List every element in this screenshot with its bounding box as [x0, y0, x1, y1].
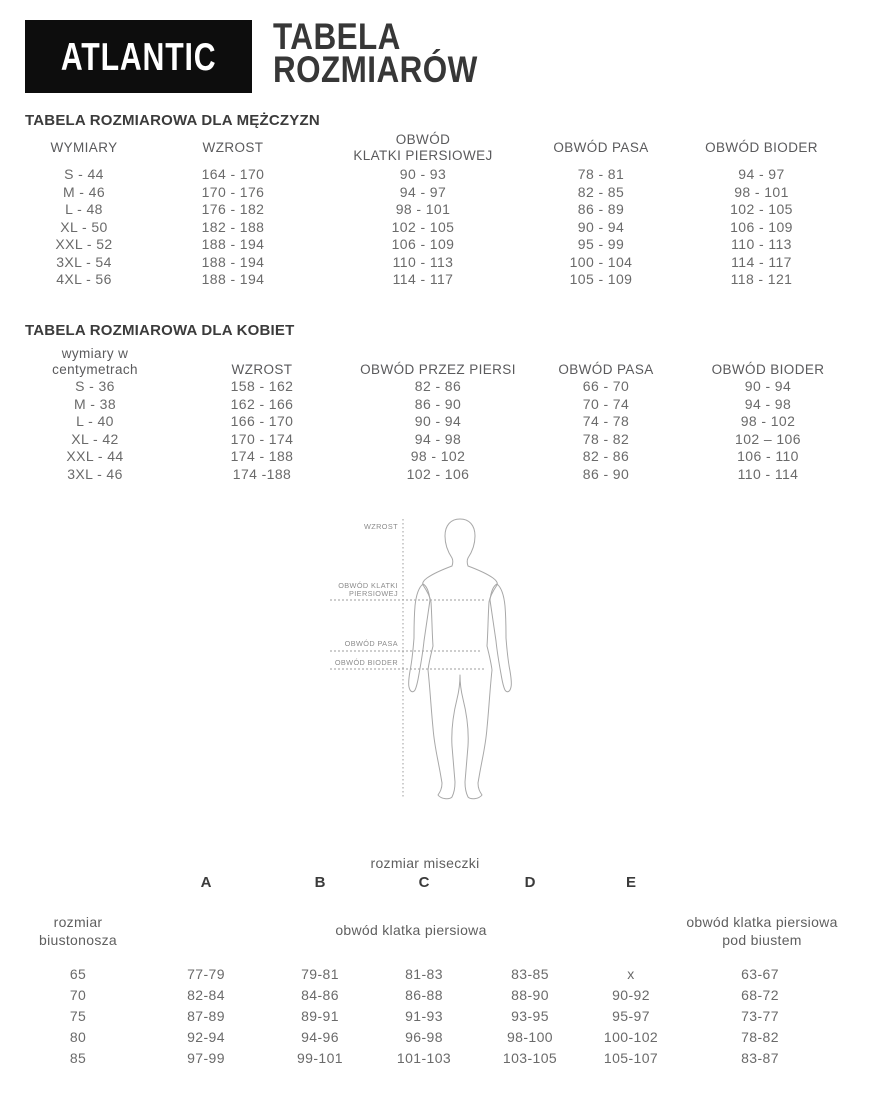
page-title-line1: TABELA — [273, 16, 401, 57]
bra-table-cell-e-2: 95-97 — [612, 1008, 650, 1024]
bra-band-header-line1: rozmiar — [53, 914, 103, 930]
men-table-title: TABELA ROZMIAROWA DLA MĘŻCZYZN — [25, 112, 320, 129]
bra-table-cell-e-1: 90-92 — [612, 987, 650, 1003]
women-table-cell-size-5: 3XL - 46 — [67, 465, 123, 482]
figure-hips-label: OBWÓD BIODER — [334, 658, 398, 667]
women-col-header-bust: OBWÓD PRZEZ PIERSI — [360, 362, 516, 377]
bra-table-cell-under-4: 83-87 — [741, 1050, 779, 1066]
men-table-cell-height-0: 164 - 170 — [201, 166, 265, 182]
women-table-cell-waist-0: 66 - 70 — [582, 378, 630, 394]
women-table-cell-hips-4: 106 - 110 — [737, 448, 799, 464]
bra-table-cell-d-3: 98-100 — [507, 1029, 553, 1045]
men-table-cell-size-2: L - 48 — [65, 201, 103, 217]
women-table-cell-size-3: XL - 42 — [71, 430, 119, 447]
bra-band-header-line2: biustonosza — [38, 932, 118, 948]
men-col-header-waist: OBWÓD PASA — [553, 140, 649, 155]
cup-size-title: rozmiar miseczki — [370, 855, 480, 871]
bra-table-cell-c-3: 96-98 — [405, 1029, 443, 1045]
bra-table-cell-a-2: 87-89 — [187, 1008, 225, 1024]
bra-table-cell-band-1: 70 — [69, 987, 87, 1003]
women-col-header-waist: OBWÓD PASA — [558, 362, 654, 377]
men-col-header-chest-line2: KLATKI PIERSIOWEJ — [353, 148, 493, 163]
silhouette-right-arm — [490, 584, 511, 692]
men-table-cell-hips-1: 98 - 101 — [734, 183, 789, 200]
bra-table-cell-under-2: 73-77 — [741, 1008, 779, 1024]
men-col-header-chest — [323, 132, 523, 164]
men-table-cell-size-5: 3XL - 54 — [56, 253, 112, 270]
women-table-cell-bust-0: 82 - 86 — [414, 378, 462, 394]
women-table-cell-size-2: L - 40 — [76, 413, 114, 429]
men-table-cell-hips-4: 110 - 113 — [731, 236, 792, 252]
human-silhouette — [409, 519, 512, 799]
men-table-cell-size-0: S - 44 — [64, 166, 104, 182]
bra-table-cell-b-1: 84-86 — [301, 987, 339, 1003]
men-col-header-chest-line1: OBWÓD — [395, 132, 451, 147]
men-col-header-hips: OBWÓD BIODER — [705, 140, 818, 155]
men-table-cell-height-5: 188 - 194 — [201, 253, 265, 270]
men-table-cell-waist-1: 82 - 85 — [577, 183, 625, 200]
atlantic-logo-text: ATLANTIC — [60, 33, 217, 79]
men-table-cell-hips-3: 106 - 109 — [730, 218, 793, 235]
bra-underbust-header-line2: pod biustem — [722, 932, 802, 948]
cup-letter-b: B — [314, 874, 326, 891]
men-table-cell-waist-0: 78 - 81 — [577, 166, 625, 182]
bra-table — [10, 964, 844, 1069]
men-table-cell-size-1: M - 46 — [62, 183, 106, 200]
women-table-cell-height-3: 170 - 174 — [230, 430, 294, 447]
women-table-cell-height-1: 162 - 166 — [230, 395, 294, 412]
women-col-header-size-line2: centymetrach — [52, 362, 138, 377]
men-col-header-height: WZROST — [202, 140, 264, 155]
bra-table-cell-b-0: 79-81 — [301, 966, 339, 982]
men-table-header-row — [25, 130, 844, 166]
men-table-cell-waist-4: 95 - 99 — [577, 236, 625, 252]
women-table-cell-size-4: XXL - 44 — [66, 448, 124, 464]
figure-waist-label: OBWÓD PASA — [344, 639, 398, 648]
bra-table-cell-b-3: 94-96 — [301, 1029, 339, 1045]
women-table-title: TABELA ROZMIAROWA DLA KOBIET — [25, 322, 295, 339]
men-table-cell-chest-3: 102 - 105 — [391, 218, 455, 235]
bra-table-cell-under-3: 78-82 — [741, 1029, 779, 1045]
bra-table-cell-a-1: 82-84 — [187, 987, 225, 1003]
bra-table-cell-c-2: 91-93 — [405, 1008, 443, 1024]
women-col-header-height: WZROST — [231, 362, 293, 377]
men-table-cell-waist-2: 86 - 89 — [577, 201, 625, 217]
men-table-cell-chest-6: 114 - 117 — [392, 271, 454, 287]
bra-table-cell-under-1: 68-72 — [741, 987, 779, 1003]
women-table-cell-size-1: M - 38 — [73, 395, 117, 412]
women-table-cell-size-0: S - 36 — [75, 378, 115, 394]
cup-letter-a: A — [200, 874, 212, 891]
bra-underbust-header — [676, 913, 848, 949]
women-table-cell-hips-1: 94 - 98 — [744, 395, 792, 412]
men-table-cell-waist-3: 90 - 94 — [577, 218, 625, 235]
men-table-cell-height-4: 188 - 194 — [201, 236, 265, 252]
bra-table-cell-c-1: 86-88 — [405, 987, 443, 1003]
bra-table-cell-a-3: 92-94 — [187, 1029, 225, 1045]
women-table-cell-hips-2: 98 - 102 — [740, 413, 796, 429]
bra-table-cell-band-0: 65 — [69, 966, 87, 982]
bra-chest-header: obwód klatka piersiowa — [335, 922, 487, 938]
bra-table-cell-e-0: x — [627, 966, 635, 982]
bra-table-cell-d-2: 93-95 — [511, 1008, 549, 1024]
bra-table-cell-band-3: 80 — [69, 1029, 87, 1045]
men-table-cell-hips-2: 102 - 105 — [730, 201, 793, 217]
men-table-cell-height-1: 170 - 176 — [201, 183, 265, 200]
women-table-cell-waist-2: 74 - 78 — [582, 413, 630, 429]
men-table-cell-hips-6: 118 - 121 — [730, 271, 793, 287]
women-table-cell-height-2: 166 - 170 — [230, 413, 294, 429]
bra-table-cell-under-0: 63-67 — [741, 966, 779, 982]
men-table-cell-chest-1: 94 - 97 — [399, 183, 447, 200]
men-table-cell-size-4: XXL - 52 — [55, 236, 113, 252]
bra-underbust-header-line1: obwód klatka piersiowa — [686, 914, 838, 930]
cup-letters-row — [10, 874, 844, 892]
men-table-cell-chest-4: 106 - 109 — [391, 236, 455, 252]
bra-table-cell-a-4: 97-99 — [187, 1050, 225, 1066]
women-table-cell-bust-2: 90 - 94 — [414, 413, 462, 429]
women-table-cell-waist-4: 82 - 86 — [582, 448, 630, 464]
women-table-cell-bust-1: 86 - 90 — [414, 395, 462, 412]
figure-chest-label-line1: OBWÓD KLATKI — [338, 581, 398, 590]
women-table-cell-bust-4: 98 - 102 — [410, 448, 466, 464]
men-table-cell-chest-2: 98 - 101 — [395, 201, 451, 217]
men-table-cell-chest-5: 110 - 113 — [392, 253, 454, 270]
women-col-header-size — [25, 346, 165, 378]
women-table-cell-bust-5: 102 - 106 — [406, 465, 470, 482]
men-table-cell-hips-5: 114 - 117 — [731, 253, 792, 270]
women-table-header-row — [25, 342, 841, 378]
bra-table-cell-c-4: 101-103 — [396, 1050, 452, 1066]
men-table-cell-waist-5: 100 - 104 — [569, 253, 633, 270]
women-table-cell-height-0: 158 - 162 — [230, 378, 294, 394]
bra-table-cell-e-3: 100-102 — [603, 1029, 659, 1045]
bra-band-header — [10, 913, 146, 949]
bra-table-cell-band-4: 85 — [69, 1050, 87, 1066]
men-table-cell-height-6: 188 - 194 — [201, 271, 265, 287]
atlantic-logo — [25, 20, 252, 93]
men-table-cell-height-2: 176 - 182 — [201, 201, 265, 217]
bra-table-cell-c-0: 81-83 — [405, 966, 443, 982]
bra-table-cell-a-0: 77-79 — [187, 966, 225, 982]
women-table-cell-height-5: 174 -188 — [232, 465, 292, 482]
women-table-cell-hips-3: 102 – 106 — [735, 430, 801, 447]
bra-table-cell-b-4: 99-101 — [297, 1050, 343, 1066]
women-table-cell-waist-5: 86 - 90 — [582, 465, 630, 482]
women-col-header-size-line1: wymiary w — [61, 346, 129, 361]
women-table-cell-height-4: 174 - 188 — [230, 448, 294, 464]
men-table-cell-size-3: XL - 50 — [60, 218, 108, 235]
women-table-cell-hips-0: 90 - 94 — [744, 378, 792, 394]
bra-table-cell-d-0: 83-85 — [511, 966, 549, 982]
men-table-cell-waist-6: 105 - 109 — [569, 271, 633, 287]
figure-chest-label-line2: PIERSIOWEJ — [348, 589, 398, 598]
bra-table-cell-band-2: 75 — [69, 1008, 87, 1024]
page-title-line2: ROZMIARÓW — [273, 49, 478, 90]
women-table-cell-waist-1: 70 - 74 — [582, 395, 630, 412]
bra-table-cell-e-4: 105-107 — [603, 1050, 659, 1066]
women-table-cell-bust-3: 94 - 98 — [414, 430, 462, 447]
men-table-cell-size-6: 4XL - 56 — [56, 271, 112, 287]
bra-table-cell-b-2: 89-91 — [301, 1008, 339, 1024]
men-table-cell-chest-0: 90 - 93 — [399, 166, 447, 182]
men-col-header-size: WYMIARY — [50, 140, 118, 155]
men-table — [25, 166, 844, 289]
men-table-cell-hips-0: 94 - 97 — [738, 166, 785, 182]
cup-letter-e: E — [625, 874, 636, 891]
women-table-cell-waist-3: 78 - 82 — [582, 430, 630, 447]
cup-letter-c: C — [418, 874, 430, 891]
women-table-cell-hips-5: 110 - 114 — [737, 465, 799, 482]
cup-letter-d: D — [524, 874, 536, 891]
women-col-header-hips: OBWÓD BIODER — [711, 362, 825, 377]
men-table-cell-height-3: 182 - 188 — [201, 218, 265, 235]
women-table — [25, 378, 841, 483]
bra-table-cell-d-1: 88-90 — [511, 987, 549, 1003]
bra-table-cell-d-4: 103-105 — [502, 1050, 558, 1066]
page-title — [273, 16, 478, 90]
figure-height-label: WZROST — [363, 522, 398, 531]
silhouette-torso — [423, 519, 498, 799]
body-measurement-figure — [330, 512, 590, 807]
